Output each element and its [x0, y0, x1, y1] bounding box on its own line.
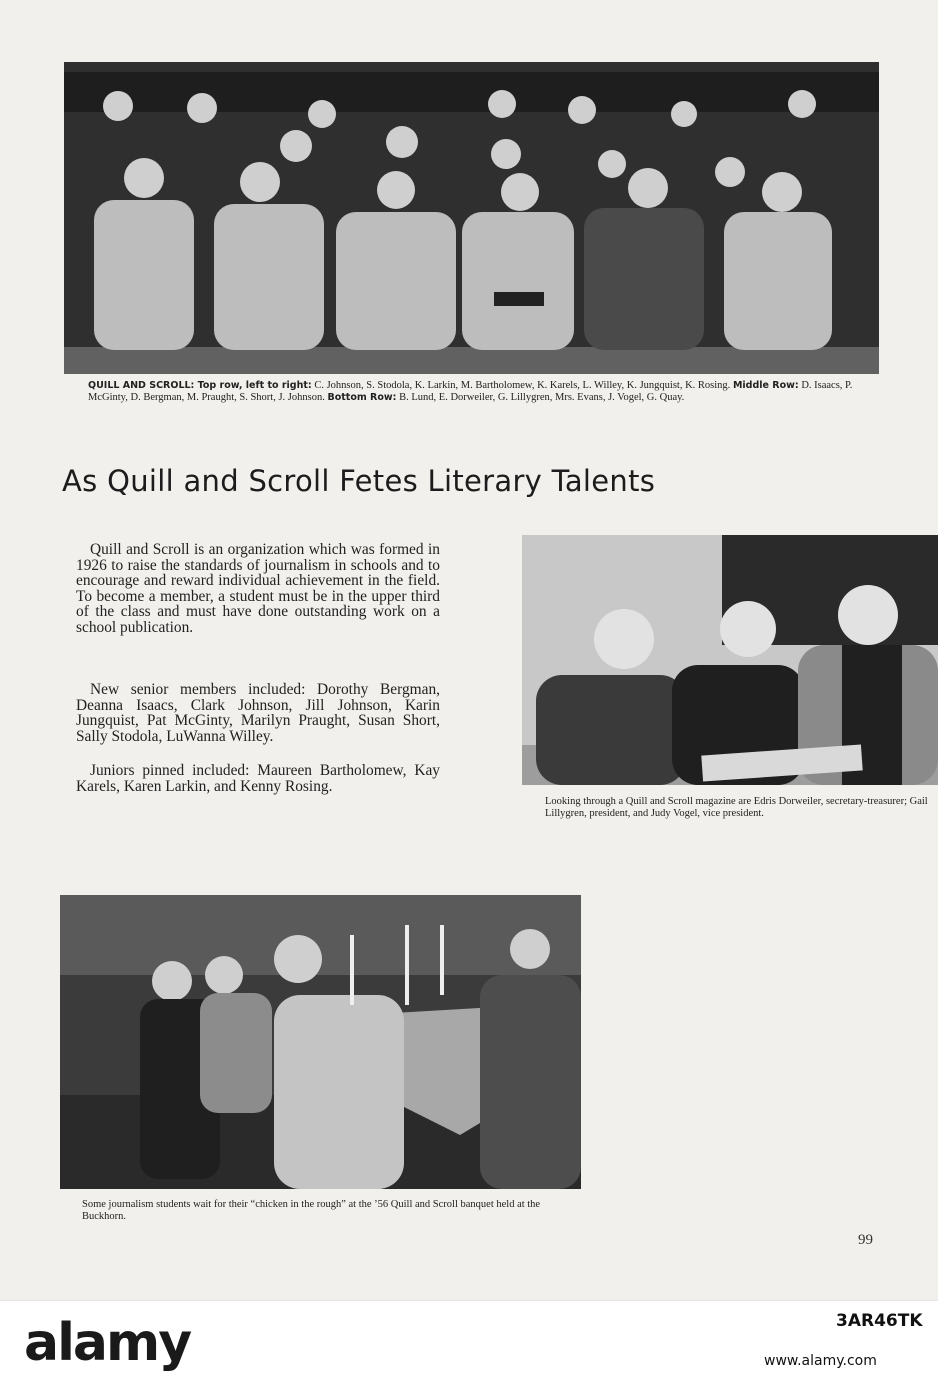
brand-logo: alamy [24, 1313, 191, 1373]
caption-bottom-row: B. Lund, E. Dorweiler, G. Lillygren, Mrs. Evans, J. Vogel, G. Quay. [399, 391, 685, 403]
banquet-photo-caption: Some journalism students wait for their “chicken in the rough” at the ’56 Quill and Scroll banquet held at the Buckhorn. [82, 1199, 541, 1222]
page-number: 99 [858, 1232, 873, 1248]
caption-bottom-label: Bottom Row: [327, 391, 397, 403]
caption-middle-label: Middle Row: [732, 380, 799, 391]
officers-photo [522, 535, 938, 785]
footer-banner [0, 1300, 938, 1391]
body-paragraph-3: Juniors pinned included: Maureen Bartholomew, Kay Karels, Karen Larkin, and Kenny Rosing. [76, 762, 440, 795]
caption-lead: QUILL AND SCROLL: Top row, left to right: [88, 380, 312, 391]
officers-photo-caption: Looking through a Quill and Scroll magazine are Edris Dorweiler, secretary-treasurer; Gail Lillygren, president, and Judy Vogel, vice president. [545, 796, 928, 819]
banquet-photo [60, 895, 581, 1189]
page-headline: As Quill and Scroll Fetes Literary Talents [62, 464, 656, 498]
caption-middle-row: D. Isaacs, P. McGinty, D. Bergman, M. Praught, S. Short, J. Johnson. [88, 380, 853, 403]
image-id: 3AR46TK [836, 1311, 923, 1331]
group-photo [64, 62, 879, 374]
body-paragraph-2: New senior members included: Dorothy Bergman, Deanna Isaacs, Clark Johnson, Jill Johnson, Karin Jungquist, Pat McGinty, Marilyn Praught, Susan Short, Sally Stodola, LuWanna Willey. [76, 681, 440, 745]
group-photo-caption [88, 380, 854, 403]
caption-top-row: C. Johnson, S. Stodola, K. Larkin, M. Bartholomew, K. Karels, L. Willey, K. Jungquist, K. Rosing. [314, 380, 731, 391]
site-url: www.alamy.com [764, 1353, 877, 1369]
body-paragraph-1: Quill and Scroll is an organization which was formed in 1926 to raise the standards of journalism in schools and to encourage and reward individual achievement in the field. To become a member, a student must be in the upper third of the class and must have done outstanding work on a school publication. [76, 541, 440, 636]
